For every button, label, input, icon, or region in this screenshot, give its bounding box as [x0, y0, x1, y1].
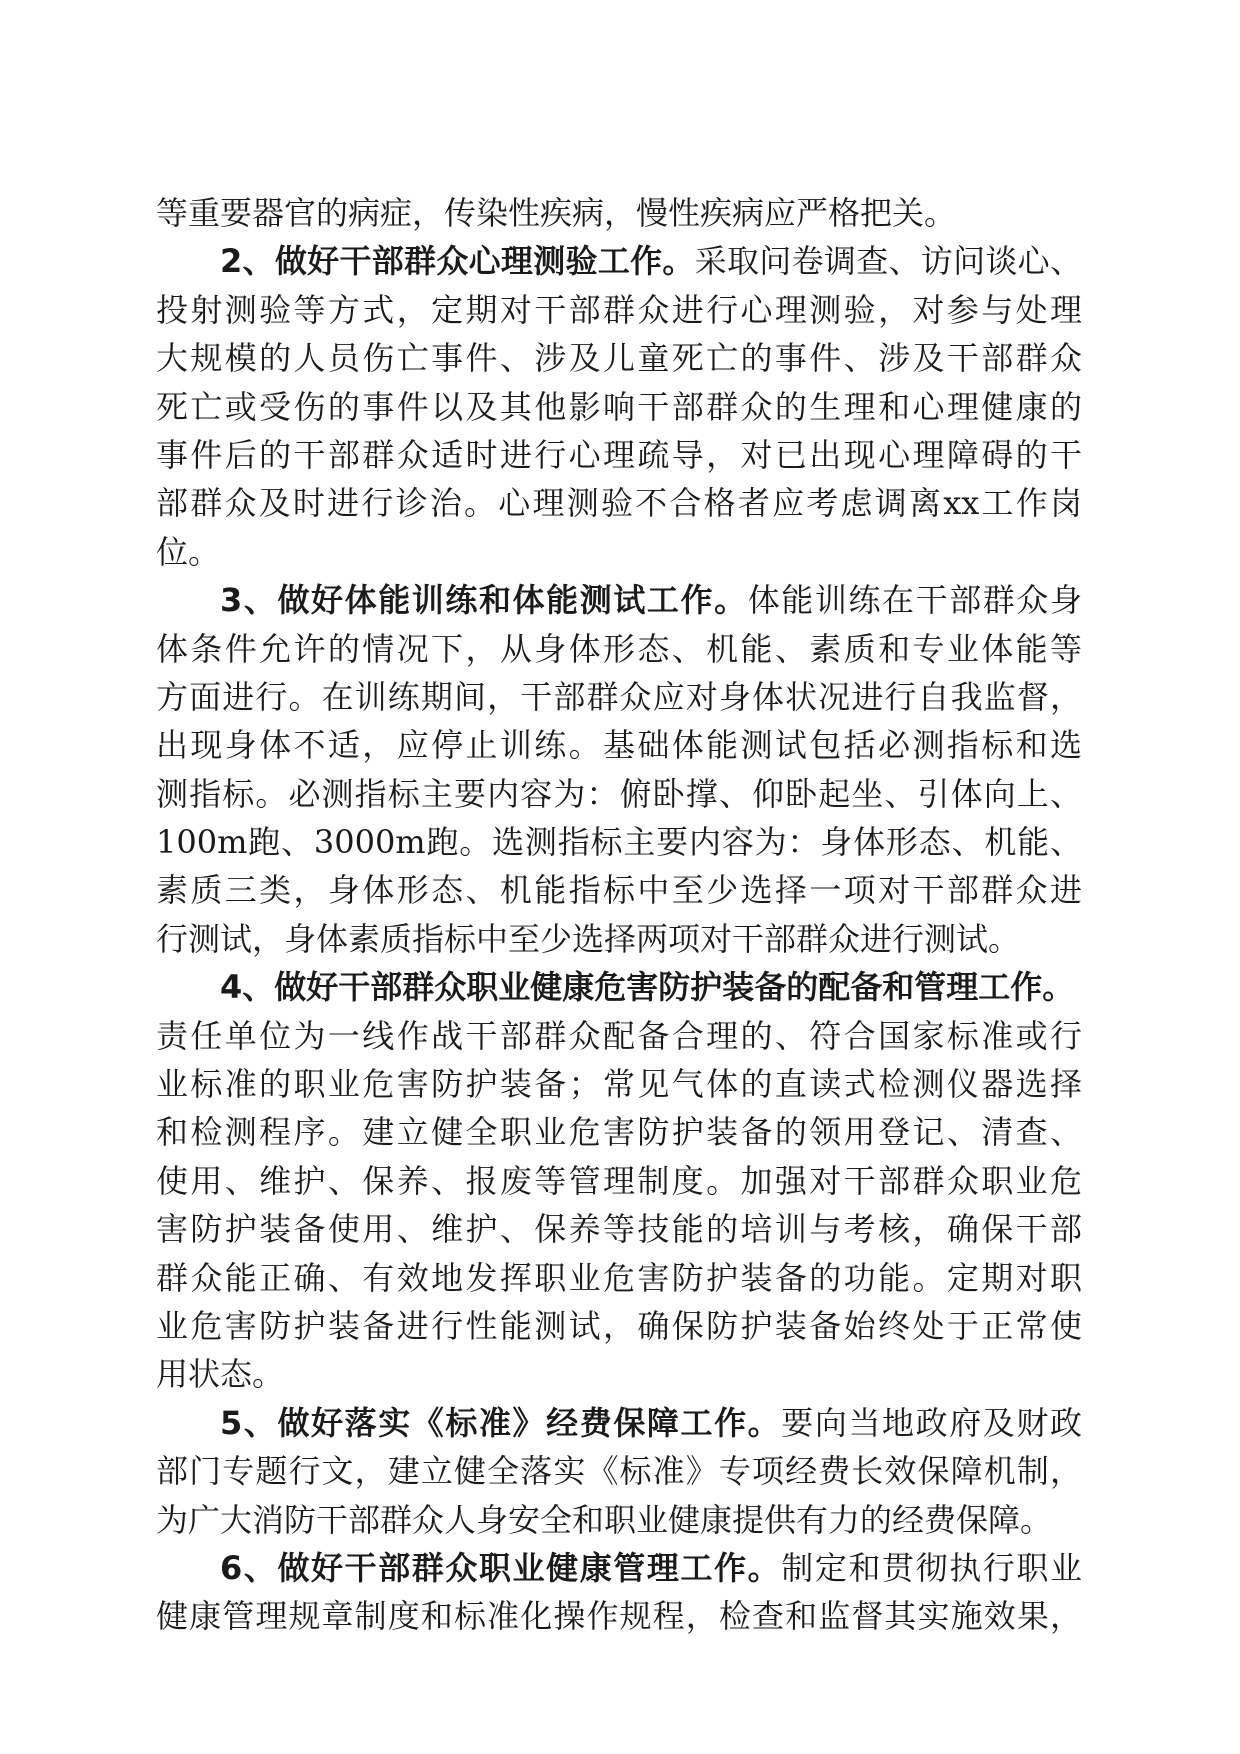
- body-line: 死亡或受伤的事件以及其他影响干部群众的生理和心理健康的: [156, 387, 1082, 426]
- section-heading: 3、做好体能训练和体能测试工作。: [220, 581, 748, 620]
- body-line: 害防护装备使用、维护、保养等技能的培训与考核，确保干部: [156, 1210, 1082, 1249]
- body-line: 为广大消防干部群众人身安全和职业健康提供有力的经费保障。: [156, 1500, 1053, 1539]
- section-heading: 2、做好干部群众心理测验工作。: [220, 242, 695, 281]
- body-line: 部群众及时进行诊治。心理测验不合格者应考虑调离xx工作岗: [156, 484, 1082, 523]
- section-5-first-line: [156, 1399, 1082, 1447]
- body-line: 方面进行。在训练期间，干部群众应对身体状况进行自我监督，: [156, 677, 1082, 716]
- section-heading: 6、做好干部群众职业健康管理工作。: [220, 1548, 782, 1587]
- document-body: [156, 189, 1082, 1641]
- body-line: 体条件允许的情况下，从身体形态、机能、素质和专业体能等: [156, 629, 1082, 668]
- section-lead: 要向当地政府及财政: [781, 1403, 1082, 1442]
- body-line: 位。: [156, 532, 221, 571]
- section-6-first-line: [156, 1544, 1082, 1592]
- section-lead: 制定和贯彻执行职业: [781, 1548, 1082, 1587]
- body-line: 测指标。必测指标主要内容为：俯卧撑、仰卧起坐、引体向上、: [156, 774, 1082, 813]
- body-line: 业危害防护装备进行性能测试，确保防护装备始终处于正常使: [156, 1306, 1082, 1345]
- body-line: 大规模的人员伤亡事件、涉及儿童死亡的事件、涉及干部群众: [156, 339, 1082, 378]
- body-line: 100m跑、3000m跑。选测指标主要内容为：身体形态、机能、: [156, 823, 1082, 862]
- section-lead: 采取问卷调查、访问谈心、: [694, 242, 1082, 281]
- body-line: 素质三类，身体形态、机能指标中至少选择一项对干部群众进: [156, 871, 1082, 910]
- section-heading: 4、做好干部群众职业健康危害防护装备的配备和管理工作。: [220, 968, 1075, 1007]
- body-line: 健康管理规章制度和标准化操作规程，检查和监督其实施效果，: [156, 1597, 1082, 1636]
- body-line: 部门专题行文，建立健全落实《标准》专项经费长效保障机制，: [156, 1452, 1082, 1491]
- body-line: 等重要器官的病症，传染性疾病，慢性疾病应严格把关。: [156, 194, 957, 232]
- body-line: 事件后的干部群众适时进行心理疏导，对已出现心理障碍的干: [156, 435, 1082, 474]
- body-line: 出现身体不适，应停止训练。基础体能测试包括必测指标和选: [156, 726, 1082, 765]
- section-4-first-line: [156, 963, 1082, 1011]
- body-line: 投射测验等方式，定期对干部群众进行心理测验，对参与处理: [156, 290, 1082, 329]
- body-line: 业标准的职业危害防护装备；常见气体的直读式检测仪器选择: [156, 1065, 1082, 1104]
- body-line: 用状态。: [156, 1355, 285, 1394]
- body-line: 行测试，身体素质指标中至少选择两项对干部群众进行测试。: [156, 919, 1021, 958]
- body-line: 使用、维护、保养、报废等管理制度。加强对干部群众职业危: [156, 1161, 1082, 1200]
- section-3-first-line: [156, 576, 1082, 624]
- section-heading: 5、做好落实《标准》经费保障工作。: [220, 1403, 782, 1442]
- body-line: 和检测程序。建立健全职业危害防护装备的领用登记、清查、: [156, 1113, 1082, 1152]
- body-line: 群众能正确、有效地发挥职业危害防护装备的功能。定期对职: [156, 1258, 1082, 1297]
- body-line: 责任单位为一线作战干部群众配备合理的、符合国家标准或行: [156, 1016, 1082, 1055]
- section-2-first-line: [156, 237, 1082, 285]
- section-lead: 体能训练在干部群众身: [747, 581, 1082, 620]
